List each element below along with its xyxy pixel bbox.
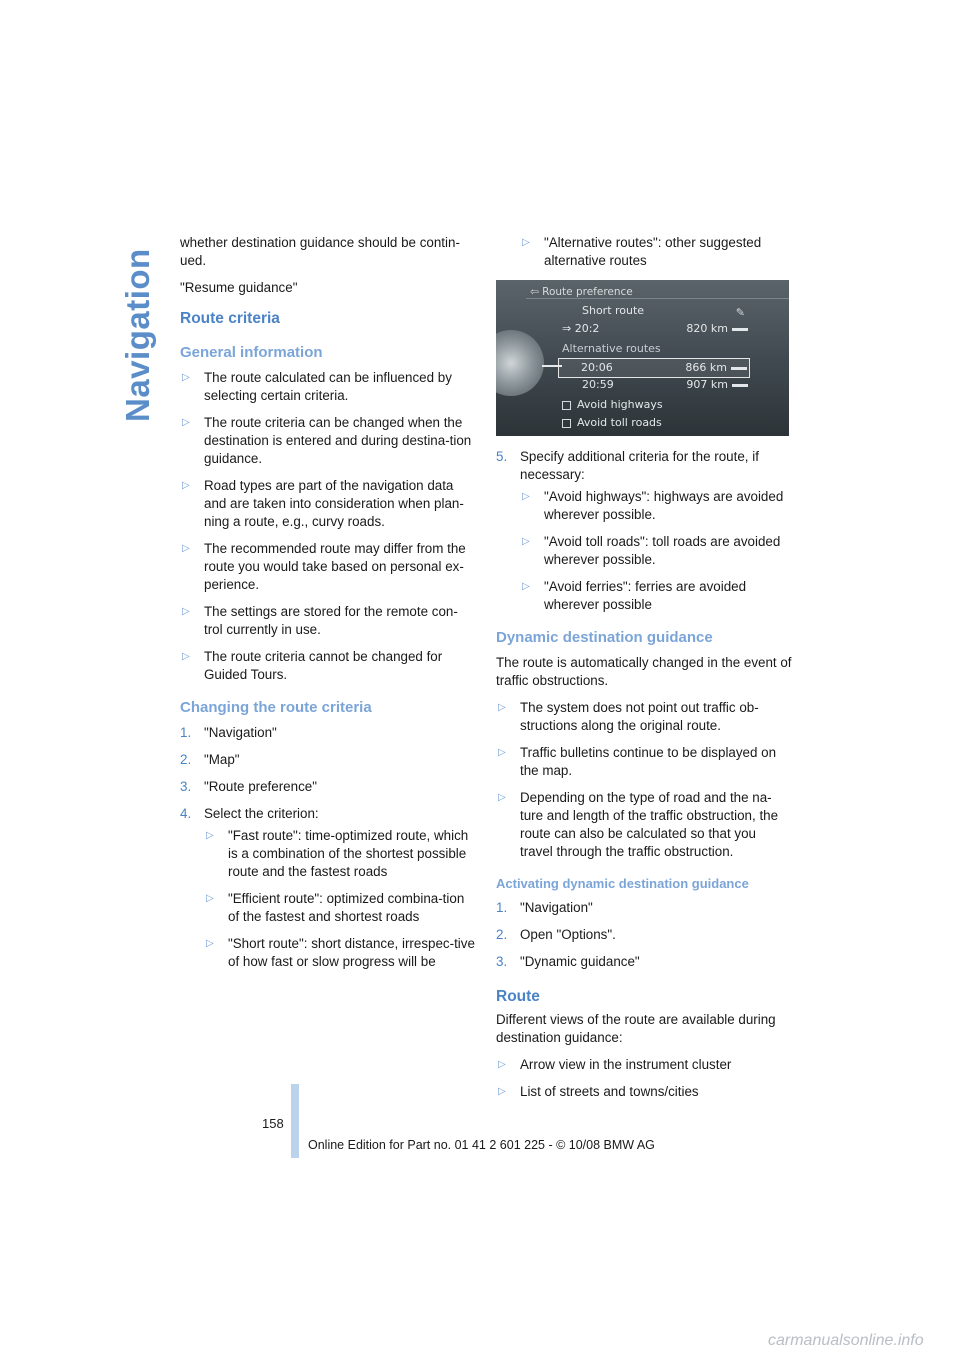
pencil-icon: ✎	[735, 306, 745, 319]
route-row-selected[interactable]: 20:06 866 km	[558, 358, 750, 378]
header-divider	[526, 298, 789, 299]
triangle-bullet-icon: ▷	[498, 702, 506, 713]
route-intro: Different views of the route are available during destination guidance:	[496, 1012, 776, 1045]
activating-steps-list	[496, 899, 792, 971]
list-item: ▷ The route criteria can be changed when the destination is entered and during destina-tion guidance.	[182, 415, 472, 466]
list-item: ▷ The system does not point out traffic ob-structions along the original route.	[498, 700, 759, 733]
list-item: ▷ List of streets and towns/cities	[498, 1084, 699, 1099]
route-row-alt[interactable]: 20:59 907 km	[562, 376, 748, 394]
resume-guidance-text: "Resume guidance"	[180, 280, 298, 295]
step-item: 2. "Map"	[180, 752, 240, 767]
right-column	[496, 234, 792, 1110]
step-item: 1. "Navigation"	[496, 900, 593, 915]
step-item: 1. "Navigation"	[180, 725, 277, 740]
heading-dynamic-guidance: Dynamic destination guidance	[496, 629, 713, 646]
triangle-bullet-icon: ▷	[522, 536, 530, 547]
list-item: ▷ The recommended route may differ from the route you would take based on personal ex-perience.	[182, 541, 466, 592]
triangle-bullet-icon: ▷	[498, 792, 506, 803]
triangle-bullet-icon: ▷	[522, 491, 530, 502]
route-bar	[732, 328, 748, 331]
triangle-bullet-icon: ▷	[522, 237, 530, 248]
list-item: ▷ The route calculated can be influenced by selecting certain criteria.	[182, 370, 452, 403]
list-item: ▷ Depending on the type of road and the na-ture and length of the traffic obstruction, the route can also be calculated so that you travel through the traffic obstruction.	[498, 790, 779, 859]
back-arrow-icon: ⇦	[530, 286, 543, 298]
changing-steps-list	[180, 724, 476, 971]
list-item: ▷ "Fast route": time-optimized route, which is a combination of the shortest possible route and the fastest roads	[206, 828, 469, 879]
step5-list	[496, 448, 792, 614]
step-item: 3. "Route preference"	[180, 779, 317, 794]
list-item: ▷ "Alternative routes": other suggested alternative routes	[522, 235, 762, 268]
heading-activating-dynamic: Activating dynamic destination guidance	[496, 876, 749, 891]
checkbox-icon	[562, 419, 571, 428]
list-item: ▷ "Avoid ferries": ferries are avoided wherever possible	[522, 579, 747, 612]
left-column	[180, 234, 476, 980]
route-bullet-list	[496, 1056, 792, 1101]
triangle-bullet-icon: ▷	[206, 893, 214, 904]
route-bar	[731, 367, 747, 370]
intro-text: whether destination guidance should be contin-ued.	[180, 235, 460, 268]
alt-route-list	[496, 234, 792, 270]
triangle-bullet-icon: ▷	[182, 651, 190, 662]
triangle-bullet-icon: ▷	[206, 830, 214, 841]
list-item: ▷ Traffic bulletins continue to be displayed on the map.	[498, 745, 777, 778]
list-item: ▷ "Short route": short distance, irrespec-tive of how fast or slow progress will be	[206, 936, 475, 969]
list-item: ▷ Arrow view in the instrument cluster	[498, 1057, 732, 1072]
screen-section-label: Alternative routes	[562, 342, 661, 355]
footer-accent-bar	[291, 1084, 299, 1158]
footer-edition-text: Online Edition for Part no. 01 41 2 601 225 - © 10/08 BMW AG	[308, 1138, 655, 1152]
step-item: 3. "Dynamic guidance"	[496, 954, 640, 969]
heading-general-information: General information	[180, 344, 323, 361]
section-tab-label: Navigation	[119, 248, 156, 422]
screen-header: ⇦ Route preference	[530, 286, 633, 298]
list-item: ▷ The settings are stored for the remote con-trol currently in use.	[182, 604, 458, 637]
dynamic-intro: The route is automatically changed in the event of traffic obstructions.	[496, 655, 792, 688]
heading-route: Route	[496, 988, 540, 1005]
list-item: ▷ "Avoid toll roads": toll roads are avoided wherever possible.	[522, 534, 781, 567]
triangle-bullet-icon: ▷	[182, 372, 190, 383]
route-row-current: ⇒ 20:2 820 km	[562, 320, 748, 338]
triangle-bullet-icon: ▷	[182, 606, 190, 617]
step-item: 2. Open "Options".	[496, 927, 616, 942]
list-item: ▷ "Avoid highways": highways are avoided wherever possible.	[522, 489, 784, 522]
step-item: 5. Specify additional criteria for the route, if necessary: ▷ "Avoid highways": highways are avoided wherever possible. ▷ "Avoid toll roads": toll roads are avoided wherever possible. ▷ "Avoid ferries": ferries are avoided wherever possible	[496, 448, 792, 614]
route-row-short: Short route	[582, 304, 645, 317]
triangle-bullet-icon: ▷	[498, 1086, 506, 1097]
route-arrow-icon: ⇒	[562, 322, 575, 335]
triangle-bullet-icon: ▷	[522, 581, 530, 592]
triangle-bullet-icon: ▷	[498, 1059, 506, 1070]
route-bar	[732, 384, 748, 387]
option-avoid-highways[interactable]: Avoid highways	[562, 396, 748, 414]
heading-changing-route-criteria: Changing the route criteria	[180, 699, 372, 716]
route-preference-screenshot	[496, 280, 789, 436]
controller-knob-icon	[496, 330, 544, 396]
step-item: 4. Select the criterion: ▷ "Fast route": time-optimized route, which is a combination of the shortest possible route and the fastest roads ▷ "Efficient route": optimized combina-tion of the fastest and shortest roads ▷ "Short route": short distance, irrespec-tive of how fast or slow progress will be	[180, 806, 475, 969]
dynamic-bullet-list	[496, 699, 792, 861]
checkbox-icon	[562, 401, 571, 410]
triangle-bullet-icon: ▷	[498, 747, 506, 758]
list-item: ▷ Road types are part of the navigation data and are taken into consideration when plan-ning a route, e.g., curvy roads.	[182, 478, 464, 529]
option-avoid-toll-roads[interactable]: Avoid toll roads	[562, 414, 748, 432]
list-item: ▷ The route criteria cannot be changed for Guided Tours.	[182, 649, 443, 682]
watermark: carmanualsonline.info	[768, 1332, 924, 1349]
avoid-bullet-list	[520, 488, 792, 614]
list-item: ▷ "Efficient route": optimized combina-tion of the fastest and shortest roads	[206, 891, 465, 924]
general-bullet-list	[180, 369, 476, 684]
triangle-bullet-icon: ▷	[182, 480, 190, 491]
triangle-bullet-icon: ▷	[182, 417, 190, 428]
heading-route-criteria: Route criteria	[180, 310, 280, 327]
criterion-bullet-list	[204, 827, 476, 971]
triangle-bullet-icon: ▷	[206, 938, 214, 949]
triangle-bullet-icon: ▷	[182, 543, 190, 554]
page-number: 158	[262, 1116, 284, 1131]
section-tab	[118, 222, 158, 422]
